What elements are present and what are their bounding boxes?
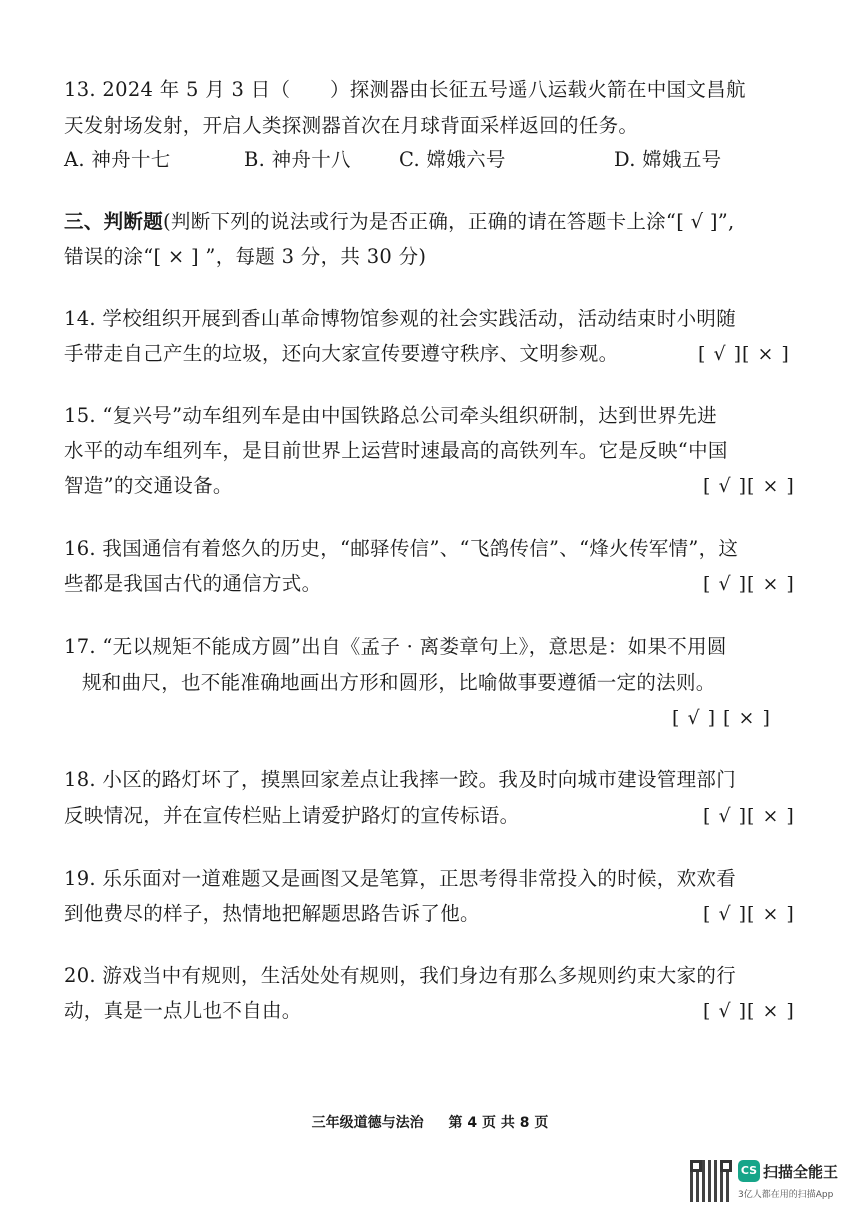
q14-line2: 手带走自己产生的垃圾，还向大家宣传要遵守秩序、文明参观。 <box>64 342 619 365</box>
q19-answer-marks: [ √ ][ × ] <box>703 903 795 925</box>
q20-answer-marks: [ √ ][ × ] <box>703 1000 795 1022</box>
q17-answer-marks: [ √ ] [ × ] <box>672 707 771 729</box>
q16-answer-marks: [ √ ][ × ] <box>703 573 795 595</box>
section-3-instructions-line2: 错误的涂“[ × ] ”，每题 3 分，共 30 分) <box>64 245 427 268</box>
q18-answer-marks: [ √ ][ × ] <box>703 805 795 827</box>
q13-line2: 天发射场发射，开启人类探测器首次在月球背面采样返回的任务。 <box>64 114 639 137</box>
camscanner-logo-icon: CS <box>738 1160 760 1182</box>
q19-line2: 到他费尽的样子，热情地把解题思路告诉了他。 <box>64 902 480 925</box>
q14-line1: 14. 学校组织开展到香山革命博物馆参观的社会实践活动，活动结束时小明随 <box>64 307 737 330</box>
q15-answer-marks: [ √ ][ × ] <box>703 475 795 497</box>
q18-line1: 18. 小区的路灯坏了，摸黑回家差点让我摔一跤。我及时向城市建设管理部门 <box>64 768 737 791</box>
footer-subject: 三年级道德与法治 <box>311 1115 424 1131</box>
section-3-instructions: (判断下列的说法或行为是否正确，正确的请在答题卡上涂“[ √ ]”, <box>163 210 735 233</box>
qr-code-icon <box>690 1160 732 1202</box>
watermark-slogan: 3亿人都在用的扫描App <box>738 1190 834 1200</box>
footer-page-number: 第 4 页 共 8 页 <box>448 1115 549 1131</box>
q15-line2: 水平的动车组列车，是目前世界上运营时速最高的高铁列车。它是反映“中国 <box>64 439 728 462</box>
watermark-brand: 扫描全能王 <box>763 1163 839 1181</box>
q20-line1: 20. 游戏当中有规则，生活处处有规则，我们身边有那么多规则约束大家的行 <box>64 964 737 987</box>
q15-line3: 智造”的交通设备。 <box>64 474 233 497</box>
q13-option-c: C. 嫦娥六号 <box>399 148 506 171</box>
q13-option-a: A. 神舟十七 <box>64 148 171 171</box>
q13-option-d: D. 嫦娥五号 <box>614 148 722 171</box>
q16-line2: 些都是我国古代的通信方式。 <box>64 572 322 595</box>
q15-line1: 15. “复兴号”动车组列车是由中国铁路总公司牵头组织研制，达到世界先进 <box>64 404 717 427</box>
q20-line2: 动，真是一点儿也不自由。 <box>64 999 302 1022</box>
q17-line1: 17. “无以规矩不能成方圆”出自《孟子 · 离娄章句上》，意思是：如果不用圆 <box>64 635 727 658</box>
section-3-heading <box>64 208 804 236</box>
q19-line1: 19. 乐乐面对一道难题又是画图又是笔算，正思考得非常投入的时候，欢欢看 <box>64 867 737 890</box>
scanner-watermark <box>690 1160 855 1208</box>
q17-line2: 规和曲尺，也不能准确地画出方形和圆形，比喻做事要遵循一定的法则。 <box>82 671 716 694</box>
section-3-title: 三、判断题 <box>64 210 164 233</box>
q13-options <box>64 146 804 174</box>
page-footer <box>0 1112 860 1132</box>
q14-answer-marks: [ √ ][ × ] <box>698 343 790 365</box>
q16-line1: 16. 我国通信有着悠久的历史，“邮驿传信”、“飞鸽传信”、“烽火传军情”，这 <box>64 537 739 560</box>
q13-option-b: B. 神舟十八 <box>244 148 351 171</box>
q18-line2: 反映情况，并在宣传栏贴上请爱护路灯的宣传标语。 <box>64 804 520 827</box>
q13-line1: 13. 2024 年 5 月 3 日（ ）探测器由长征五号遥八运载火箭在中国文昌航 <box>64 78 746 101</box>
